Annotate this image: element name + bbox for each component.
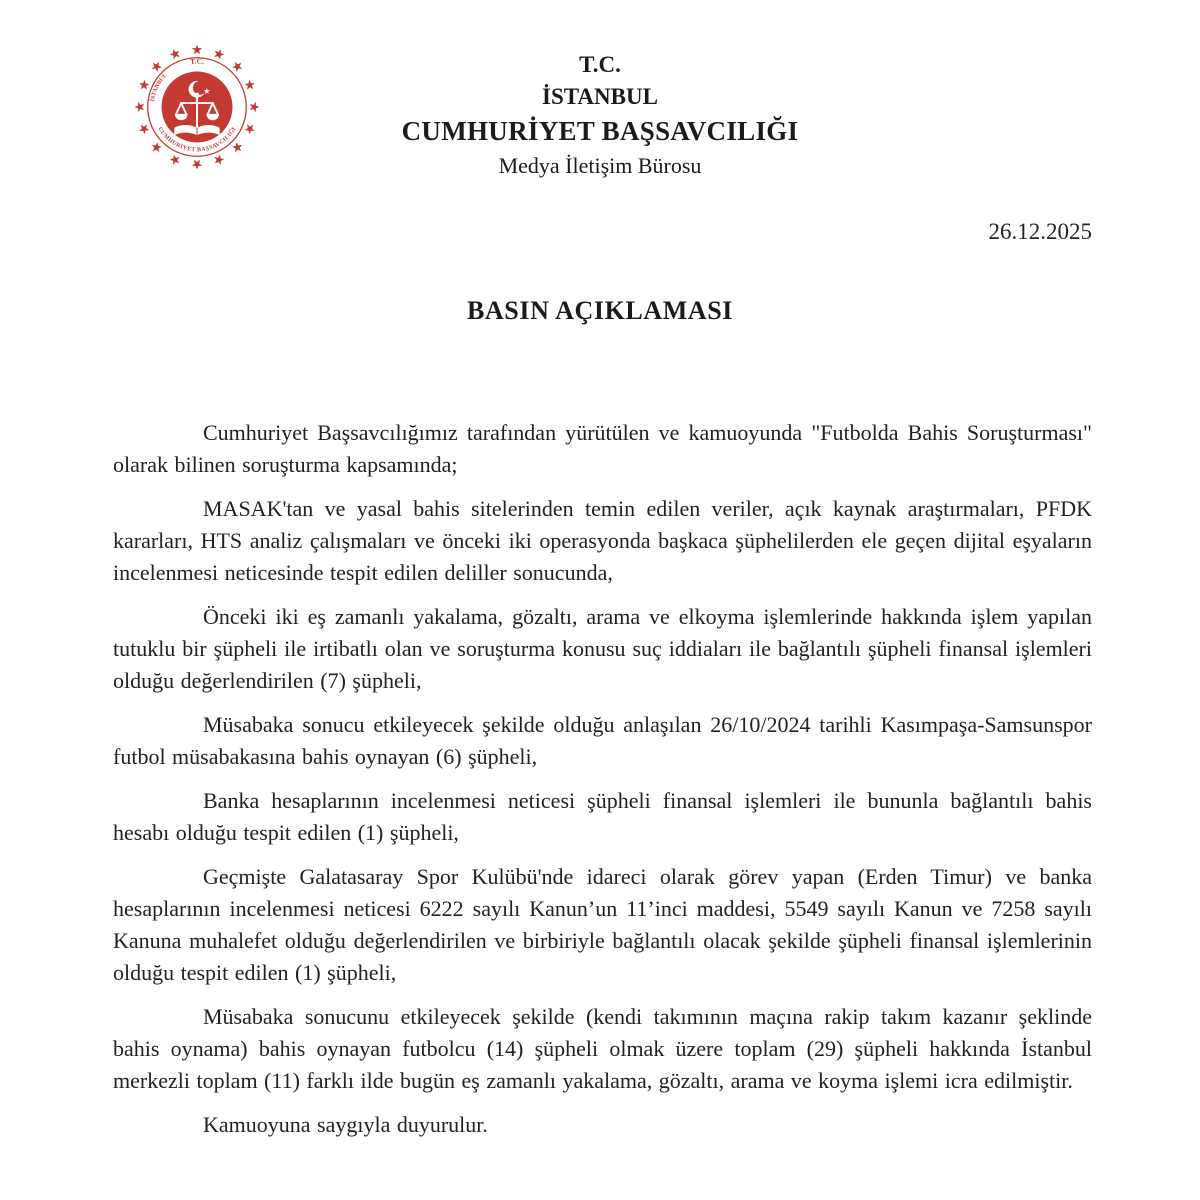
letterhead-city: İSTANBUL xyxy=(542,84,658,109)
paragraph-3: Önceki iki eş zamanlı yakalama, gözaltı, arama ve elkoyma işlemlerinde hakkında işlem yapılan tutuklu bir şüpheli ile irtibatlı olan ve soruşturma konusu suç iddiaları ile bağlantılı şüpheli finansal işlemleri olduğu değerlendirilen (7) şüpheli, xyxy=(113,604,1092,693)
letterhead-bureau: Medya İletişim Bürosu xyxy=(498,153,702,178)
paragraph-6: Geçmişte Galatasaray Spor Kulübü'nde idareci olarak görev yapan (Erden Timur) ve banka hesaplarının incelenmesi neticesi 6222 sayılı Kanun’un 11’inci maddesi, 5549 sayılı Kanun ve 7258 sayılı Kanuna muhalefet olduğu değerlendirilen ve birbiriyle bağlantılı olacak şekilde şüpheli finansal işlemlerinin olduğu tespit edilen (1) şüpheli, xyxy=(113,864,1092,985)
letterhead-office: CUMHURİYET BAŞSAVCILIĞI xyxy=(401,116,799,146)
paragraph-7: Müsabaka sonucunu etkileyecek şekilde (kendi takımının maçına rakip takım kazanır şeklinde bahis oynama) bahis oynayan futbolcu (14) şüpheli olmak üzere toplam (29) şüpheli hakkında İstanbul merkezli toplam (11) farklı ilde bugün eş zamanlı yakalama, gözaltı, arama ve koyma işlemi icra edilmiştir. xyxy=(113,1004,1092,1093)
paragraph-4: Müsabaka sonucu etkileyecek şekilde olduğu anlaşılan 26/10/2024 tarihli Kasımpaşa-Samsunspor futbol müsabakasına bahis oynayan (6) şüpheli, xyxy=(113,712,1092,769)
letterhead xyxy=(0,50,1200,181)
seal-text-office: CUMHURİYET BAŞSAVCILIĞI xyxy=(156,126,238,154)
press-release-body xyxy=(113,417,1092,1153)
seal-text-tc: T.C. xyxy=(189,56,205,67)
seal-text-city: İSTANBUL xyxy=(149,72,169,102)
document-title: BASIN AÇIKLAMASI xyxy=(466,296,734,325)
paragraph-1: Cumhuriyet Başsavcılığımız tarafından yürütülen ve kamuoyunda "Futbolda Bahis Soruşturması" olarak bilinen soruşturma kapsamında; xyxy=(113,420,1092,477)
document-date: 26.12.2025 xyxy=(988,219,1092,244)
letterhead-republic: T.C. xyxy=(579,52,621,77)
closing-line: Kamuoyuna saygıyla duyurulur. xyxy=(203,1112,488,1137)
paragraph-5: Banka hesaplarının incelenmesi neticesi şüpheli finansal işlemleri ile bununla bağlantılı bahis hesabı olduğu tespit edilen (1) şüpheli, xyxy=(113,788,1092,845)
paragraph-2: MASAK'tan ve yasal bahis sitelerinden temin edilen veriler, açık kaynak araştırmaları, PFDK kararları, HTS analiz çalışmaları ve önceki iki operasyonda başkaca şüphelilerden ele geçen dijital eşyaların incelenmesi neticesinde tespit edilen deliller sonucunda, xyxy=(113,496,1092,585)
